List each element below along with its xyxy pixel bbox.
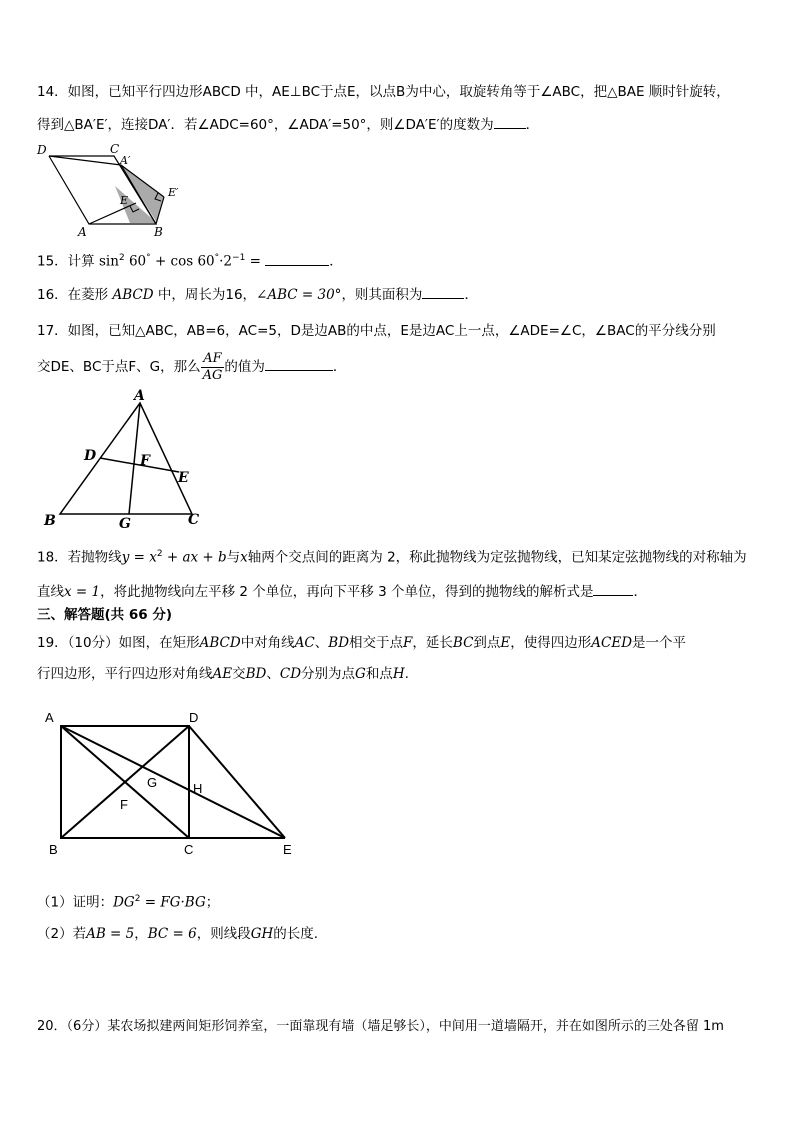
- q18-l1c: 轴两个交点间的距离为 2，称此抛物线为定弦抛物线，已知某定弦抛物线的对称轴为: [247, 549, 747, 566]
- q17-label-C: C: [188, 512, 200, 528]
- q17-label-D: D: [84, 448, 97, 464]
- q17-label-F: F: [140, 453, 150, 469]
- q14-segment-DA-prime: [49, 156, 121, 165]
- q19-label-F: F: [120, 797, 128, 812]
- q19-diagonal-AE: [61, 726, 285, 838]
- q19-p2a: （2）若: [37, 926, 87, 942]
- q19-l1c: 、: [314, 635, 329, 651]
- q15-end: ．: [329, 253, 343, 270]
- q15-equals: =: [245, 253, 266, 270]
- q15-neg-exp: −1: [232, 253, 246, 263]
- q15-answer-blank: [265, 251, 329, 266]
- q19-label-C: C: [184, 842, 194, 857]
- q15-deg2: °: [214, 253, 220, 263]
- q17-label-E: E: [178, 470, 189, 486]
- q18-eq: y = x: [121, 549, 157, 566]
- q19-g: G: [355, 666, 366, 682]
- q19-l1h: ，使得四边形: [510, 635, 592, 651]
- q19-l2b: 交: [232, 666, 246, 682]
- q18-x: x: [240, 549, 248, 566]
- q17-figure: [36, 388, 216, 533]
- q17-line2a: 交DE、BC于点F、G，那么: [37, 359, 201, 375]
- q16-end: ．: [464, 287, 478, 303]
- q17-frac-den: AG: [202, 367, 223, 383]
- q19-l1g: 到点: [473, 635, 501, 651]
- q19-f: F: [403, 635, 413, 651]
- q19-l2a: 行四边形，平行四边形对角线: [37, 666, 213, 682]
- q15-prefix: 15．计算: [37, 253, 99, 270]
- q19-abcd: ABCD: [199, 635, 241, 651]
- q14-figure: [34, 140, 194, 240]
- q18-eq2: + ax + b: [162, 549, 227, 566]
- q19-ae: AE: [212, 666, 233, 682]
- q19-label-B: B: [49, 842, 58, 857]
- q18-axis: x = 1: [64, 584, 101, 600]
- q19-label-G: G: [147, 775, 158, 790]
- q19-p2b: ，: [134, 926, 148, 942]
- q16-abcd: ABCD: [112, 287, 154, 303]
- q19-l2end: .: [404, 666, 409, 682]
- q16-line: [37, 284, 478, 305]
- q19-segment-DE: [189, 726, 285, 838]
- q19-p2d: 的长度.: [273, 926, 319, 942]
- q17-label-A: A: [134, 388, 145, 404]
- q19-label-E: E: [283, 842, 292, 857]
- q17-segment-AG: [129, 403, 140, 514]
- q16-mid: 中，周长为16，: [153, 287, 257, 303]
- q15-cos: + cos 60: [150, 253, 215, 270]
- q19-cd: CD: [279, 666, 302, 682]
- q19-h: H: [392, 666, 405, 682]
- q19-l2c: 、: [266, 666, 280, 682]
- q14-line1: 14．如图，已知平行四边形ABCD 中，AE⊥BC于点E，以点B为中心，取旋转角等于∠ABC，把△BAE 顺时针旋转，: [37, 84, 730, 100]
- q14-label-D: D: [37, 143, 47, 157]
- q19-l1e: ，延长: [412, 635, 453, 651]
- q14-line2: [37, 114, 539, 135]
- q18-end: ．: [633, 584, 647, 600]
- q19-p1a: （1）证明：: [37, 894, 114, 911]
- q17-answer-blank: [265, 356, 333, 371]
- q18-line1: [37, 544, 747, 568]
- q19-bd2: BD: [245, 666, 267, 682]
- q16-suffix: ，则其面积为: [341, 287, 423, 303]
- q18-l2b: ，将此抛物线向左平移 2 个单位，再向下平移 3 个单位，得到的抛物线的解析式是: [100, 584, 594, 600]
- q19-bd: BD: [328, 635, 350, 651]
- q17-line2: [37, 348, 346, 386]
- q15-deg1: °: [146, 253, 151, 263]
- q15-sixty: 60: [124, 253, 147, 270]
- q19-label-A: A: [45, 710, 54, 725]
- q19-label-D: D: [189, 710, 199, 725]
- section-3-heading: 三、解答题(共 66 分): [37, 607, 173, 623]
- q19-l1a: 19．（10分）如图，在矩形: [37, 635, 200, 651]
- q19-bc-val: BC = 6: [147, 926, 197, 942]
- q19-line1: [37, 633, 686, 653]
- q14-line2-text: 得到△BA′E′，连接DA′．若∠ADC=60°，∠ADA′=50°，则∠DA′E′的度数为: [37, 117, 494, 133]
- q19-dg-exp: 2: [134, 894, 141, 904]
- q17-fraction: [201, 351, 225, 384]
- q18-answer-blank: [593, 581, 633, 596]
- q19-fg-bg: = FG·BG: [140, 894, 206, 911]
- q19-line2: [37, 664, 409, 684]
- q14-end: ．: [525, 117, 540, 133]
- q19-bc: BC: [452, 635, 474, 651]
- q19-ab: AB = 5: [86, 926, 135, 942]
- q19-part2: [37, 924, 318, 944]
- q17-label-G: G: [119, 516, 131, 532]
- q14-label-E: E: [120, 194, 129, 207]
- q19-p1end: ；: [205, 894, 220, 911]
- q15-line: [37, 248, 343, 272]
- q19-ac: AC: [294, 635, 315, 651]
- q15-sin-exp: 2: [118, 253, 125, 263]
- q16-angle: ∠ABC = 30°: [256, 287, 342, 303]
- q19-p2c: ，则线段: [196, 926, 251, 942]
- q15-two: ·2: [219, 253, 233, 270]
- q14-label-E-prime: E′: [168, 186, 179, 199]
- q18-l1b: 与: [226, 549, 241, 566]
- q18-line2: [37, 581, 647, 602]
- q19-l1b: 中对角线: [240, 635, 295, 651]
- q14-label-A: A: [78, 225, 87, 239]
- q19-l1i: 是一个平: [632, 635, 687, 651]
- q20-line1: 20．（6分）某农场拟建两间矩形饲养室，一面靠现有墙（墙足够长），中间用一道墙隔开，并在如图所示的三处各留 1m: [37, 1019, 724, 1034]
- q19-gh: GH: [250, 926, 274, 942]
- q19-E: E: [500, 635, 511, 651]
- q19-part1: [37, 889, 219, 913]
- q18-l1a: 18．若抛物线: [37, 549, 122, 566]
- q18-exp: 2: [156, 549, 163, 559]
- q17-line2b: 的值为: [224, 359, 265, 375]
- q17-end: ．: [332, 359, 347, 375]
- q14-label-B: B: [154, 225, 163, 239]
- q17-label-B: B: [44, 513, 56, 529]
- q19-l2d: 分别为点: [301, 666, 356, 682]
- q17-triangle-ABC: [60, 403, 192, 514]
- q16-prefix: 16．在菱形: [37, 287, 113, 303]
- q14-answer-blank: [494, 114, 526, 129]
- q14-label-A-prime: A′: [120, 154, 131, 167]
- q19-dg: DG: [113, 894, 135, 911]
- q15-sin: sin: [98, 253, 119, 270]
- q17-frac-num: AF: [201, 351, 225, 368]
- q19-label-H: H: [193, 781, 203, 796]
- q14-label-C: C: [110, 142, 120, 156]
- q16-answer-blank: [422, 284, 464, 299]
- q19-l1d: 相交于点: [349, 635, 404, 651]
- q19-l2e: 和点: [365, 666, 393, 682]
- q19-figure: [40, 705, 310, 860]
- q18-l2a: 直线: [37, 584, 64, 600]
- q17-line1: 17．如图，已知△ABC，AB=6，AC=5，D是边AB的中点，E是边AC上一点，∠ADE=∠C，∠BAC的平分线分别: [37, 323, 716, 339]
- q19-aced: ACED: [591, 635, 633, 651]
